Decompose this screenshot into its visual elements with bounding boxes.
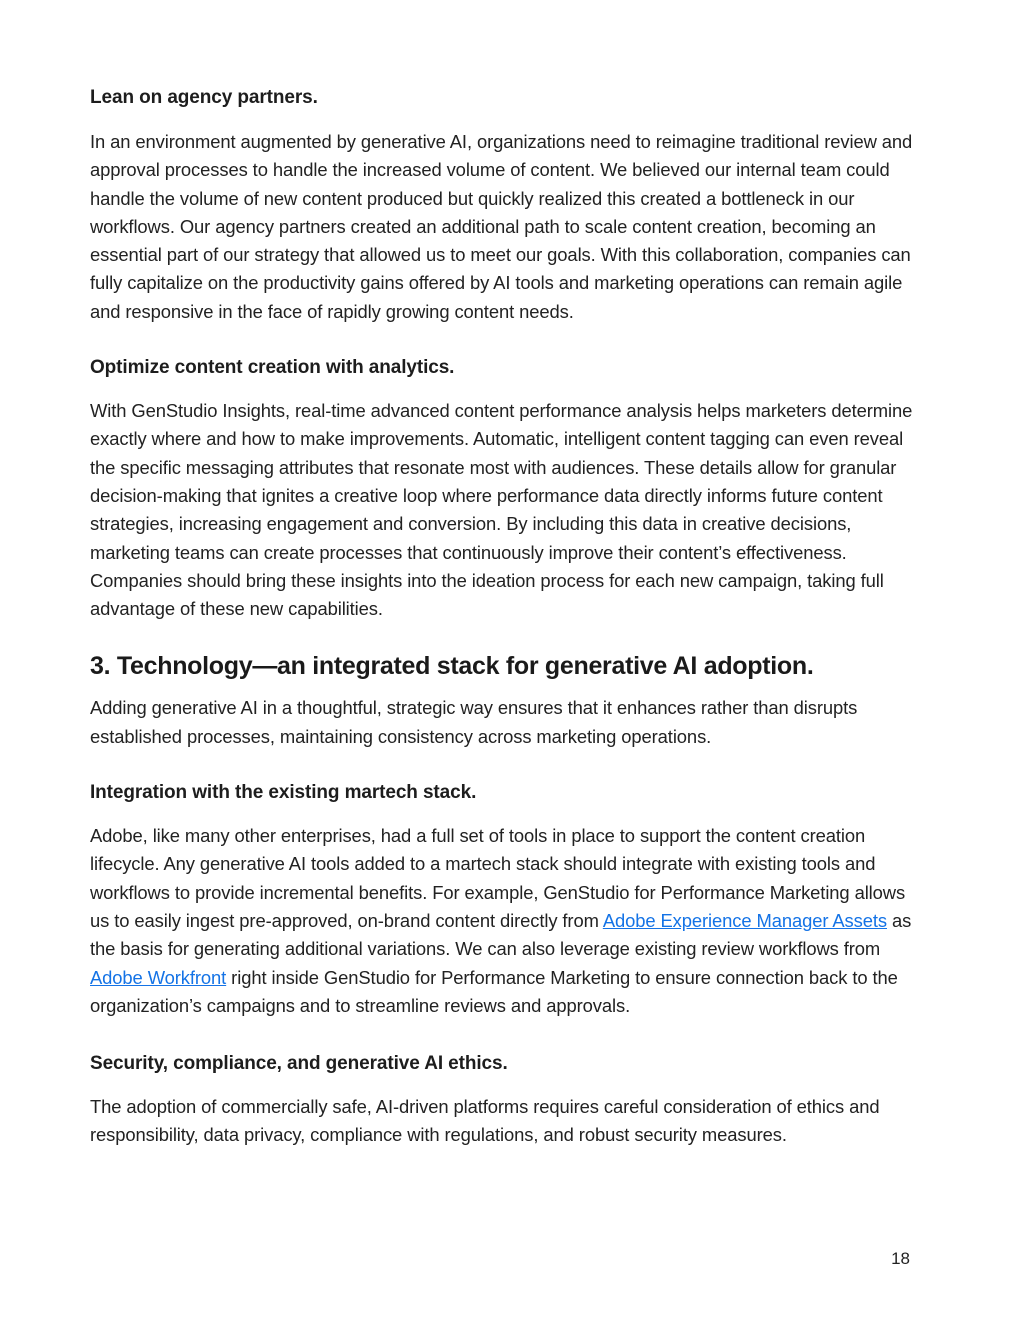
heading-security-compliance: Security, compliance, and generative AI ethics. (90, 1053, 508, 1075)
heading-agency-partners: Lean on agency partners. (90, 87, 318, 108)
document-page (90, 84, 926, 1150)
paragraph-technology-intro: Adding generative AI in a thoughtful, strategic way ensures that it enhances rather than disrupts established processes, maintaining consistency across marketing operations. (90, 697, 858, 747)
integration-text-part2: as the basis for generating additional variations. We can also leverage existing review workflows from (90, 909, 912, 960)
paragraph-security-compliance: The adoption of commercially safe, AI-driven platforms requires careful consideration of ethics and responsibility, data privacy, compliance with regulations, and robust security measures. (90, 1096, 880, 1146)
heading-integration-martech: Integration with the existing martech stack. (90, 782, 477, 804)
link-adobe-workfront[interactable]: Adobe Workfront (90, 966, 227, 988)
link-adobe-experience-manager-assets[interactable]: Adobe Experience Manager Assets (602, 909, 887, 931)
heading-optimize-analytics: Optimize content creation with analytics. (90, 357, 455, 379)
section-title-technology: 3. Technology—an integrated stack for generative AI adoption. (90, 652, 814, 681)
integration-text-part1: Adobe, like many other enterprises, had a full set of tools in place to support the content creation lifecycle. Any generative AI tools added to a martech stack should integrate with existing tools and workflows to provide incremental benefits. For example, GenStudio for Performance Marketing allows us to easily ingest pre-approved, on-brand content directly from (90, 825, 906, 931)
page-number: 18 (891, 1249, 910, 1268)
integration-text-part3: right inside GenStudio for Performance Marketing to ensure connection back to the organization’s campaigns and to streamline reviews and approvals. (90, 966, 898, 1016)
paragraph-optimize-analytics: With GenStudio Insights, real-time advanced content performance analysis helps marketers determine exactly where and how to make improvements. Automatic, intelligent content tagging can even reveal the specific messaging attributes that resonate most with audiences. These details allow for granular decision-making that ignites a creative loop where performance data directly informs future content strategies, increasing engagement and conversion. By including this data in creative decisions, marketing teams can create processes that continuously improve their content’s effectiveness. Companies should bring these insights into the ideation process for each new campaign, taking full advantage of these new capabilities. (90, 400, 913, 620)
paragraph-agency-partners: In an environment augmented by generative AI, organizations need to reimagine traditional review and approval processes to handle the increased volume of content. We believed our internal team could handle the volume of new content produced but quickly realized this created a bottleneck in our workflows. Our agency partners created an additional path to scale content creation, becoming an essential part of our strategy that allowed us to meet our goals. With this collaboration, companies can fully capitalize on the productivity gains offered by AI tools and marketing operations can remain agile and responsive in the face of rapidly growing content needs. (90, 131, 913, 322)
paragraph-integration-martech (90, 822, 926, 1020)
